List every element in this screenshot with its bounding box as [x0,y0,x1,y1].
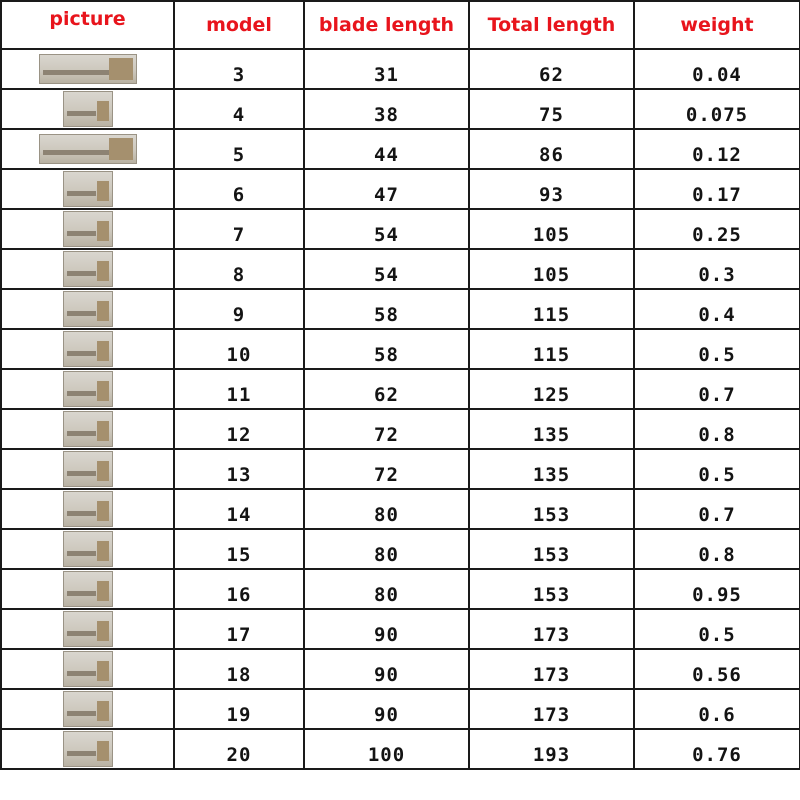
picture-cell [1,329,174,369]
blade-length-cell: 38 [304,89,469,129]
table-row [1,49,800,89]
saw-product-thumbnail-icon [63,371,113,407]
picture-cell [1,489,174,529]
blade-length-cell: 100 [304,729,469,769]
saw-blade-shape [67,351,96,356]
saw-handle-shape [97,741,109,761]
saw-handle-shape [109,138,133,159]
table-row [1,129,800,169]
picture-cell [1,529,174,569]
total-length-cell: 193 [469,729,634,769]
model-cell: 4 [174,89,304,129]
total-length-cell: 135 [469,409,634,449]
blade-length-cell: 80 [304,489,469,529]
table-row [1,449,800,489]
picture-cell [1,649,174,689]
blade-length-cell: 90 [304,649,469,689]
table-row [1,569,800,609]
saw-blade-shape [67,471,96,476]
weight-cell: 0.17 [634,169,800,209]
model-cell: 12 [174,409,304,449]
total-length-cell: 75 [469,89,634,129]
total-length-cell: 93 [469,169,634,209]
saw-product-thumbnail-icon [63,531,113,567]
table-row [1,89,800,129]
total-length-cell: 173 [469,609,634,649]
saw-blade-shape [67,751,96,756]
saw-handle-shape [97,621,109,641]
saw-product-thumbnail-icon [63,571,113,607]
saw-blade-shape [67,711,96,716]
table-row [1,209,800,249]
saw-product-thumbnail-icon [39,54,137,84]
table-row [1,609,800,649]
total-length-cell: 105 [469,249,634,289]
saw-handle-shape [97,421,109,441]
weight-cell: 0.8 [634,409,800,449]
picture-cell [1,449,174,489]
table-row [1,249,800,289]
saw-handle-shape [97,221,109,241]
model-cell: 7 [174,209,304,249]
picture-cell [1,609,174,649]
saw-product-thumbnail-icon [63,211,113,247]
blade-length-cell: 54 [304,249,469,289]
saw-product-thumbnail-icon [63,251,113,287]
saw-blade-shape [67,271,96,276]
table-row [1,409,800,449]
saw-blade-shape [67,231,96,236]
model-cell: 17 [174,609,304,649]
model-cell: 18 [174,649,304,689]
saw-product-thumbnail-icon [63,651,113,687]
saw-product-thumbnail-icon [63,91,113,127]
model-cell: 8 [174,249,304,289]
table-row [1,169,800,209]
saw-handle-shape [109,58,133,79]
weight-cell: 0.5 [634,329,800,369]
model-cell: 5 [174,129,304,169]
saw-blade-shape [67,191,96,196]
weight-cell: 0.5 [634,609,800,649]
total-length-cell: 153 [469,569,634,609]
total-length-cell: 173 [469,649,634,689]
header-row [1,1,800,49]
picture-cell [1,289,174,329]
picture-cell [1,729,174,769]
saw-blade-shape [67,431,96,436]
total-length-cell: 62 [469,49,634,89]
saw-handle-shape [97,341,109,361]
model-cell: 19 [174,689,304,729]
picture-cell [1,409,174,449]
picture-cell [1,49,174,89]
blade-length-cell: 54 [304,209,469,249]
model-cell: 9 [174,289,304,329]
picture-cell [1,209,174,249]
table-row [1,729,800,769]
blade-length-cell: 44 [304,129,469,169]
blade-length-cell: 58 [304,289,469,329]
saw-blade-shape [67,591,96,596]
total-length-cell: 135 [469,449,634,489]
weight-cell: 0.8 [634,529,800,569]
model-cell: 15 [174,529,304,569]
saw-blade-shape [67,111,96,116]
weight-cell: 0.5 [634,449,800,489]
blade-length-cell: 72 [304,409,469,449]
header-blade-length: blade length [304,1,469,49]
weight-cell: 0.04 [634,49,800,89]
saw-product-thumbnail-icon [63,331,113,367]
saw-handle-shape [97,661,109,681]
weight-cell: 0.12 [634,129,800,169]
weight-cell: 0.95 [634,569,800,609]
total-length-cell: 153 [469,489,634,529]
blade-length-cell: 47 [304,169,469,209]
saw-product-thumbnail-icon [63,491,113,527]
blade-length-cell: 80 [304,529,469,569]
saw-blade-shape [67,551,96,556]
total-length-cell: 125 [469,369,634,409]
saw-blade-shape [67,631,96,636]
model-cell: 6 [174,169,304,209]
header-total-length: Total length [469,1,634,49]
total-length-cell: 115 [469,289,634,329]
saw-blade-shape [67,311,96,316]
saw-handle-shape [97,461,109,481]
saw-product-thumbnail-icon [63,731,113,767]
picture-cell [1,369,174,409]
table-row [1,489,800,529]
table-row [1,689,800,729]
saw-product-thumbnail-icon [63,691,113,727]
weight-cell: 0.3 [634,249,800,289]
table-row [1,649,800,689]
table-row [1,289,800,329]
saw-product-thumbnail-icon [63,291,113,327]
table-row [1,529,800,569]
model-cell: 10 [174,329,304,369]
picture-cell [1,249,174,289]
saw-handle-shape [97,181,109,201]
saw-product-thumbnail-icon [63,411,113,447]
saw-product-thumbnail-icon [63,171,113,207]
blade-length-cell: 31 [304,49,469,89]
table-body [1,49,800,769]
total-length-cell: 115 [469,329,634,369]
picture-cell [1,569,174,609]
blade-length-cell: 62 [304,369,469,409]
blade-length-cell: 58 [304,329,469,369]
weight-cell: 0.4 [634,289,800,329]
blade-length-cell: 80 [304,569,469,609]
saw-handle-shape [97,581,109,601]
model-cell: 16 [174,569,304,609]
model-cell: 14 [174,489,304,529]
weight-cell: 0.7 [634,489,800,529]
picture-cell [1,689,174,729]
weight-cell: 0.6 [634,689,800,729]
table-row [1,329,800,369]
picture-cell [1,129,174,169]
saw-blade-shape [67,671,96,676]
saw-handle-shape [97,541,109,561]
weight-cell: 0.075 [634,89,800,129]
total-length-cell: 153 [469,529,634,569]
saw-handle-shape [97,101,109,121]
saw-blade-shape [67,511,96,516]
total-length-cell: 105 [469,209,634,249]
saw-handle-shape [97,261,109,281]
weight-cell: 0.76 [634,729,800,769]
weight-cell: 0.7 [634,369,800,409]
weight-cell: 0.25 [634,209,800,249]
saw-product-thumbnail-icon [63,451,113,487]
total-length-cell: 86 [469,129,634,169]
picture-cell [1,169,174,209]
total-length-cell: 173 [469,689,634,729]
saw-blade-shape [67,391,96,396]
model-cell: 3 [174,49,304,89]
weight-cell: 0.56 [634,649,800,689]
header-picture: picture [1,1,174,49]
header-model: model [174,1,304,49]
model-cell: 13 [174,449,304,489]
saw-handle-shape [97,301,109,321]
saw-handle-shape [97,501,109,521]
saw-product-thumbnail-icon [39,134,137,164]
model-cell: 20 [174,729,304,769]
blade-length-cell: 72 [304,449,469,489]
blade-length-cell: 90 [304,609,469,649]
table-row [1,369,800,409]
saw-handle-shape [97,381,109,401]
model-cell: 11 [174,369,304,409]
blade-length-cell: 90 [304,689,469,729]
saw-handle-shape [97,701,109,721]
picture-cell [1,89,174,129]
header-weight: weight [634,1,800,49]
saw-product-thumbnail-icon [63,611,113,647]
